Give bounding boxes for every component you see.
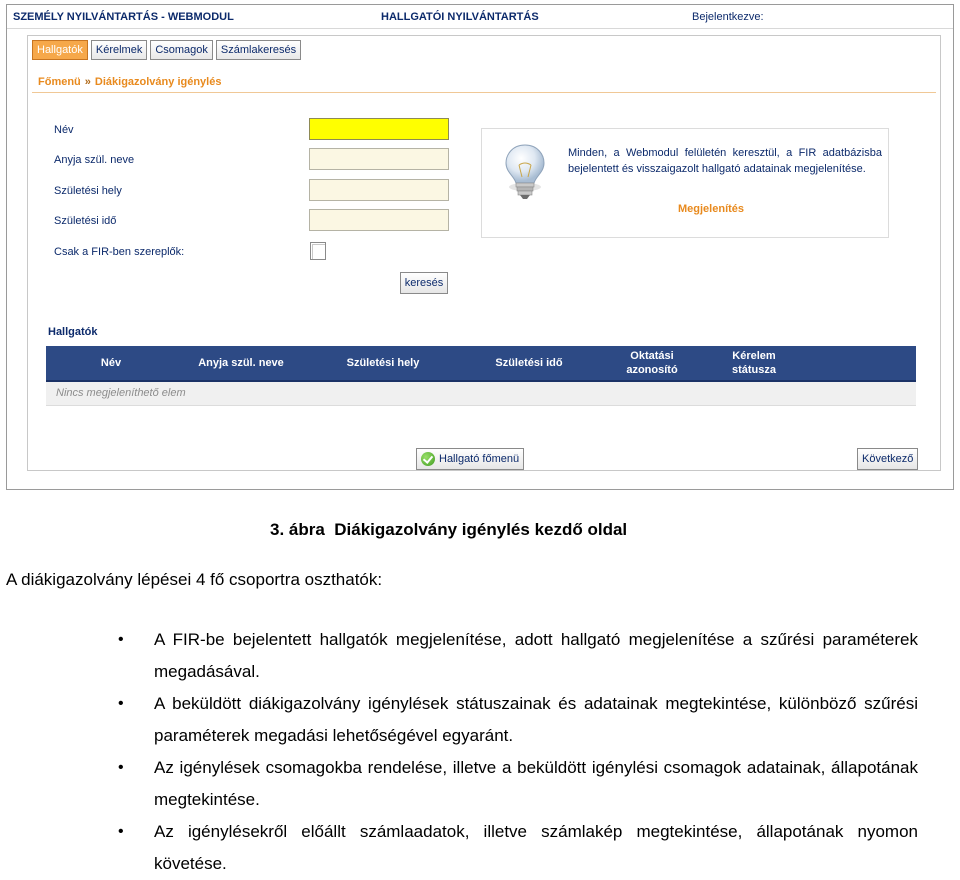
next-button[interactable] [857,448,918,470]
login-status: Bejelentkezve: [692,11,764,23]
list-item: • Az igénylésekről előállt számlaadatok, illetve számlakép megtekintése, állapotának nyomon követése. [118,816,918,880]
info-box [481,128,889,238]
main-panel [27,35,941,471]
column-header-birthdate[interactable]: Születési idő [495,357,563,369]
breadcrumb [38,76,221,88]
intro-paragraph: A diákigazolvány lépései 4 fő csoportra oszthatók: [6,570,383,589]
main-menu [32,40,301,62]
name-label: Név [54,124,74,136]
birthdate-label: Születési idő [54,215,117,227]
module-title: HALLGATÓI NYILVÁNTARTÁS [381,11,539,23]
student-main-menu-button[interactable] [416,448,524,470]
info-description: Minden, a Webmodul felületén keresztül, a FIR adatbázisba bejelentett és visszaigazolt hallgató adatainak megjelenítése. [568,147,882,175]
name-input[interactable] [309,118,449,140]
top-header-bar [7,5,953,29]
breadcrumb-separator: » [84,76,91,88]
check-icon [421,452,435,466]
fir-only-label: Csak a FIR-ben szereplők: [54,246,185,258]
list-item: • A beküldött diákigazolvány igénylések státuszainak és adatainak megtekintése, különböző szűrési paraméterek megadási lehetőségével egyaránt. [118,688,918,752]
column-header-name[interactable]: Név [100,357,122,369]
breadcrumb-home[interactable]: Főmenü [38,76,81,88]
menu-item-kerelmek[interactable]: Kérelmek [91,40,147,60]
menu-item-hallgatok[interactable]: Hallgatók [32,40,88,60]
next-button-label: Következő [862,453,914,465]
mother-name-label: Anyja szül. neve [54,154,135,166]
menu-item-szamlakereses[interactable]: Számlakeresés [216,40,301,60]
list-item: • Az igénylések csomagokba rendelése, illetve a beküldött igénylési csomagok adatainak, állapotának megtekintése. [118,752,918,816]
list-item: • A FIR-be bejelentett hallgatók megjelenítése, adott hallgató megjelenítése a szűrési paraméterek megadásával. [118,624,918,688]
webmodule-screenshot [6,4,954,490]
show-all-link[interactable]: Megjelenítés [678,203,745,215]
column-header-request-status[interactable]: Kérelem státusza [731,350,777,376]
birthplace-label: Születési hely [54,185,122,197]
results-grid-header [46,346,916,382]
breadcrumb-current: Diákigazolvány igénylés [94,76,222,88]
mother-name-input[interactable] [309,148,449,170]
bullet-list [118,624,918,880]
menu-item-csomagok[interactable]: Csomagok [150,40,213,60]
column-header-mother-name[interactable]: Anyja szül. neve [198,357,284,369]
birthdate-input[interactable] [309,209,449,231]
results-title: Hallgatók [48,326,98,338]
column-header-education-id[interactable]: Oktatási azonosító [626,350,678,376]
results-empty-row: Nincs megjeleníthető elem [46,382,916,406]
breadcrumb-divider [32,92,936,93]
search-button[interactable]: keresés [400,272,448,294]
column-header-birthplace[interactable]: Születési hely [346,357,420,369]
student-main-menu-label: Hallgató főmenü [439,453,520,465]
lightbulb-icon [500,141,550,205]
fir-only-checkbox[interactable] [310,242,326,260]
app-title: SZEMÉLY NYILVÁNTARTÁS - WEBMODUL [13,11,234,23]
birthplace-input[interactable] [309,179,449,201]
figure-caption: 3. ábra Diákigazolvány igénylés kezdő oldal [270,520,628,539]
